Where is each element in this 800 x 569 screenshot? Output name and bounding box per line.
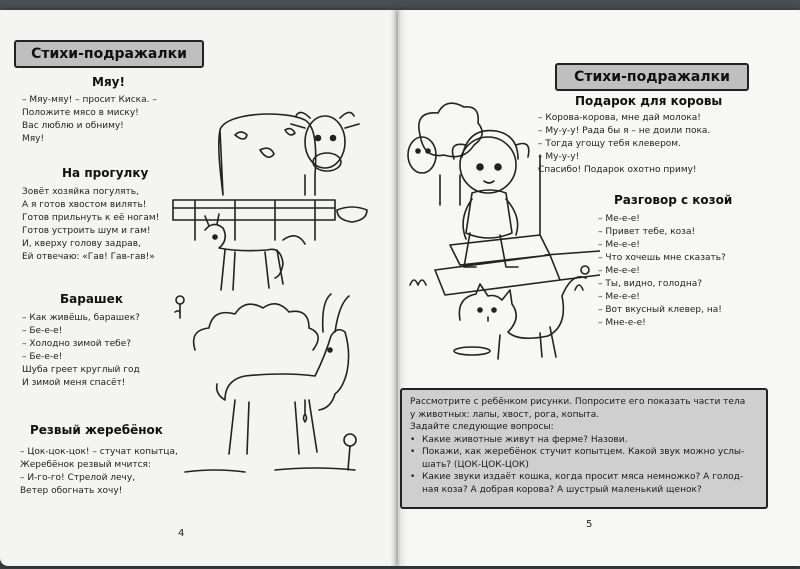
- page-number-right: 5: [586, 519, 593, 530]
- poem-title-talk-with-goat: Разговор с козой: [614, 193, 733, 207]
- poem-title-lamb: Барашек: [60, 292, 123, 306]
- question-item: • Какие звуки издаёт кошка, когда просит мяса немножко? А голод- ная коза? А добрая корова? А шустрый маленький щенок?: [410, 471, 758, 496]
- poem-title-gift-for-cow: Подарок для коровы: [575, 94, 723, 108]
- question-item: • Покажи, как жеребёнок стучит копытцем. Какой звук можно услы- шать? (ЦОК-ЦОК-ЦОК): [410, 446, 758, 471]
- poem-title-walk: На прогулку: [62, 166, 149, 180]
- right-section-banner: Стихи-подражалки: [555, 63, 749, 91]
- instructions-line: у животных: лапы, хвост, рога, копыта.: [410, 409, 600, 420]
- question-item: • Какие животные живут на ферме? Назови.: [410, 434, 758, 447]
- poem-walk: Зовёт хозяйка погулять, А я готов хвостом вилять! Готов прильнуть к её ногам! Готов устроить шум и гам! И, кверху голову задрав, Ей отвечаю: «Гав! Гав-гав!»: [22, 187, 160, 262]
- parent-instructions-box: [400, 388, 768, 509]
- farm-animals-illustration: [165, 100, 380, 490]
- poem-title-foal: Резвый жеребёнок: [30, 423, 163, 437]
- poem-meow: – Мяу-мяу! – просит Киска. – Положите мясо в миску! Вас люблю и обниму! Мяу!: [22, 95, 157, 144]
- poem-foal: – Цок-цок-цок! – стучат копытца, Жеребёнок резвый мчится: – И-го-го! Стрелой лечу, Ветер обогнать хочу!: [20, 447, 178, 496]
- left-section-banner: Стихи-подражалки: [14, 40, 204, 68]
- instructions-line: Рассмотрите с ребёнком рисунки. Попросите его показать части тела: [410, 397, 746, 407]
- girl-with-animals-illustration: [400, 95, 600, 370]
- poem-gift-for-cow: – Корова-корова, мне дай молока! – Му-у-у! Рада бы я – не доили пока. – Тогда угощу тебя клевером. – Му-у-у! Спасибо! Подарок охотно приму!: [538, 113, 711, 175]
- poem-talk-with-goat: – Ме-е-е! – Привет тебе, коза! – Ме-е-е! – Что хочешь мне сказать? – Ме-е-е! – Ты, видно, голодна? – Ме-е-е! – Вот вкусный клевер, на! – Мне-е-е!: [598, 214, 726, 328]
- poem-lamb: – Как живёшь, барашек? – Бе-е-е! – Холодно зимой тебе? – Бе-е-е! Шуба греет круглый год И зимой меня спасёт!: [22, 313, 140, 388]
- poem-title-meow: Мяу!: [92, 75, 125, 89]
- page-number-left: 4: [178, 528, 185, 539]
- instructions-line: Задайте следующие вопросы:: [410, 422, 554, 432]
